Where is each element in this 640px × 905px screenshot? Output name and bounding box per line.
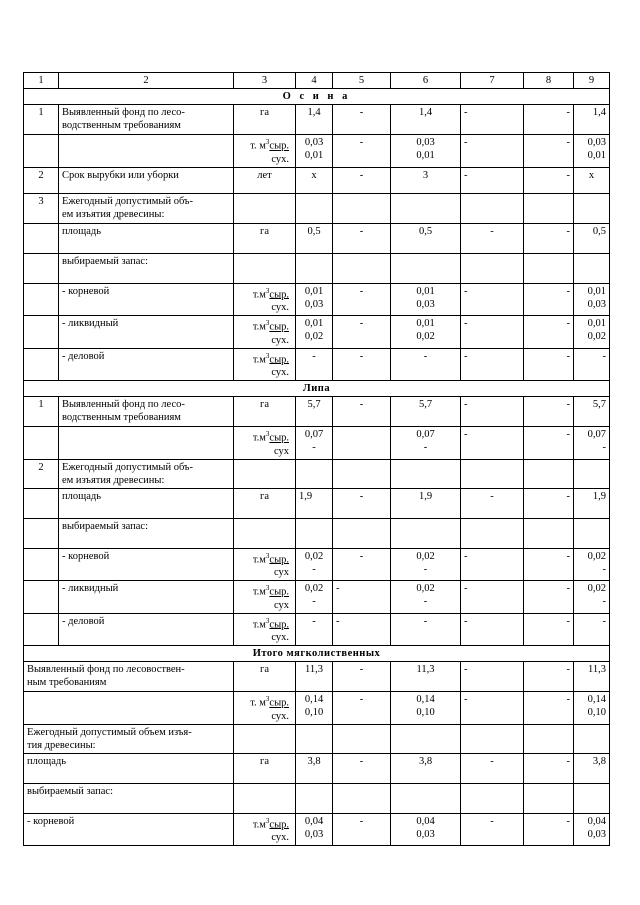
row-label: - ликвидный	[59, 581, 234, 614]
table-row	[24, 253, 610, 283]
table-row	[24, 581, 610, 614]
value-cell: 0,04 0,03	[296, 813, 333, 846]
value-cell: -	[391, 348, 461, 381]
unit-cell: $т.м^3сыр$. сух	[234, 427, 296, 460]
value-cell: 0,02 -	[296, 581, 333, 614]
value-cell: -	[524, 167, 574, 193]
value-cell: -	[574, 348, 610, 381]
col-header-5: 5	[333, 73, 391, 89]
value-cell: -	[333, 348, 391, 381]
value-cell: -	[524, 813, 574, 846]
row-number: 2	[24, 167, 59, 193]
row-label: Срок вырубки или уборки	[59, 167, 234, 193]
unit-cell: га	[234, 223, 296, 253]
value-cell: -	[461, 548, 524, 581]
value-cell: -	[524, 397, 574, 427]
value-cell: -	[333, 105, 391, 135]
value-cell: -	[333, 283, 391, 316]
col-header-6: 6	[391, 73, 461, 89]
value-cell: 0,01 0,03	[574, 283, 610, 316]
value-cell: 0,5	[574, 223, 610, 253]
unit-cell: т. $м^3сыр$. сух.	[234, 692, 296, 725]
value-cell: -	[524, 692, 574, 725]
value-cell: -	[461, 167, 524, 193]
table-row	[24, 488, 610, 518]
value-cell: -	[391, 613, 461, 646]
row-label: - корневой	[24, 813, 234, 846]
row-label: Ежегодный допустимый объ- ем изъятия древесины:	[59, 193, 234, 223]
value-cell: 0,14 0,10	[574, 692, 610, 725]
row-label: Выявленный фонд по лесо- водственным требованиям	[59, 397, 234, 427]
value-cell: 1,4	[574, 105, 610, 135]
value-cell: -	[524, 283, 574, 316]
col-header-4: 4	[296, 73, 333, 89]
table-row	[24, 783, 610, 813]
row-label: - деловой	[59, 348, 234, 381]
row-label: площадь	[59, 223, 234, 253]
table-row	[24, 459, 610, 488]
value-cell: -	[461, 397, 524, 427]
value-cell: 0,07 -	[574, 427, 610, 460]
value-cell: 0,01 0,02	[296, 316, 333, 349]
value-cell: 0,01 0,02	[574, 316, 610, 349]
row-label: - корневой	[59, 548, 234, 581]
value-cell: 11,3	[391, 662, 461, 692]
table-row	[24, 427, 610, 460]
table-row	[24, 135, 610, 168]
value-cell: х	[296, 167, 333, 193]
row-label: - корневой	[59, 283, 234, 316]
value-cell: -	[333, 613, 391, 646]
row-label: - деловой	[59, 613, 234, 646]
table-row	[24, 348, 610, 381]
unit-cell: лет	[234, 167, 296, 193]
value-cell: -	[524, 581, 574, 614]
value-cell: -	[461, 581, 524, 614]
table-row	[24, 753, 610, 783]
section-lipa: Липа	[24, 381, 610, 397]
value-cell: -	[524, 662, 574, 692]
value-cell: 1,9	[574, 488, 610, 518]
value-cell: 0,02 -	[574, 548, 610, 581]
table-row	[24, 167, 610, 193]
value-cell: -	[333, 223, 391, 253]
col-header-8: 8	[524, 73, 574, 89]
row-label: площадь	[24, 753, 234, 783]
value-cell: 3,8	[296, 753, 333, 783]
table-row	[24, 724, 610, 753]
value-cell: 0,01 0,03	[391, 283, 461, 316]
row-label: - ликвидный	[59, 316, 234, 349]
value-cell: -	[524, 105, 574, 135]
row-label: площадь	[59, 488, 234, 518]
row-label: выбираемый запас:	[24, 783, 234, 813]
value-cell: -	[296, 613, 333, 646]
unit-cell: $т.м^3сыр$. сух.	[234, 613, 296, 646]
value-cell: -	[333, 548, 391, 581]
value-cell: -	[461, 813, 524, 846]
unit-cell: га	[234, 488, 296, 518]
value-cell: 0,03 0,01	[391, 135, 461, 168]
value-cell: -	[461, 753, 524, 783]
section-row	[24, 381, 610, 397]
value-cell: 1,4	[391, 105, 461, 135]
value-cell: -	[461, 348, 524, 381]
unit-cell: $т.м^3сыр$. сух.	[234, 316, 296, 349]
value-cell: -	[461, 283, 524, 316]
row-label: выбираемый запас:	[59, 253, 234, 283]
value-cell: -	[524, 223, 574, 253]
col-header-1: 1	[24, 73, 59, 89]
section-itogo: Итого мягколиственных	[24, 646, 610, 662]
value-cell: 0,02 -	[391, 581, 461, 614]
value-cell: -	[296, 348, 333, 381]
value-cell: 11,3	[296, 662, 333, 692]
value-cell: -	[524, 348, 574, 381]
value-cell: 0,03 0,01	[574, 135, 610, 168]
value-cell: -	[461, 427, 524, 460]
unit-cell: $т.м^3сыр$. сух	[234, 548, 296, 581]
row-number: 1	[24, 105, 59, 135]
table-row	[24, 316, 610, 349]
col-header-9: 9	[574, 73, 610, 89]
value-cell: -	[333, 397, 391, 427]
value-cell: -	[524, 427, 574, 460]
value-cell: 0,01 0,03	[296, 283, 333, 316]
row-number: 1	[24, 397, 59, 427]
value-cell: -	[524, 613, 574, 646]
value-cell: 0,5	[296, 223, 333, 253]
value-cell: -	[524, 753, 574, 783]
value-cell: -	[524, 488, 574, 518]
value-cell: -	[461, 613, 524, 646]
value-cell: -	[574, 613, 610, 646]
table-row	[24, 613, 610, 646]
unit-cell: га	[234, 105, 296, 135]
col-header-3: 3	[234, 73, 296, 89]
value-cell: -	[333, 581, 391, 614]
unit-cell: $т.м^3сыр$. сух.	[234, 813, 296, 846]
value-cell: -	[333, 488, 391, 518]
value-cell: 1,9	[391, 488, 461, 518]
value-cell: -	[333, 662, 391, 692]
table-row	[24, 397, 610, 427]
unit-cell: $т.м^3сыр$. сух.	[234, 283, 296, 316]
unit-cell: т. $м^3сыр$. сух.	[234, 135, 296, 168]
value-cell: 1,4	[296, 105, 333, 135]
column-header-row	[24, 73, 610, 89]
value-cell: 0,01 0,02	[391, 316, 461, 349]
value-cell: -	[333, 167, 391, 193]
table-row	[24, 283, 610, 316]
value-cell: -	[333, 753, 391, 783]
value-cell: 0,5	[391, 223, 461, 253]
value-cell: 1,9	[296, 488, 333, 518]
value-cell: 0,02 -	[296, 548, 333, 581]
value-cell: 0,07 -	[391, 427, 461, 460]
section-row	[24, 89, 610, 105]
value-cell: -	[461, 662, 524, 692]
row-label: Ежегодный допустимый объ- ем изъятия древесины:	[59, 459, 234, 488]
table-row	[24, 692, 610, 725]
value-cell: 5,7	[574, 397, 610, 427]
section-osina: О с и н а	[24, 89, 610, 105]
value-cell: 5,7	[296, 397, 333, 427]
value-cell: 3,8	[574, 753, 610, 783]
forest-fund-table	[23, 72, 610, 846]
value-cell: 0,03 0,01	[296, 135, 333, 168]
table-row	[24, 518, 610, 548]
table-row	[24, 813, 610, 846]
unit-cell: $т.м^3сыр$. сух	[234, 581, 296, 614]
value-cell: -	[524, 135, 574, 168]
row-number: 2	[24, 459, 59, 488]
value-cell: -	[524, 316, 574, 349]
value-cell: -	[461, 316, 524, 349]
row-label: выбираемый запас:	[59, 518, 234, 548]
table-row	[24, 548, 610, 581]
value-cell: 0,04 0,03	[391, 813, 461, 846]
value-cell: -	[333, 135, 391, 168]
value-cell: 3	[391, 167, 461, 193]
value-cell: 5,7	[391, 397, 461, 427]
value-cell: -	[461, 692, 524, 725]
value-cell: 0,02 -	[391, 548, 461, 581]
value-cell: х	[574, 167, 610, 193]
col-header-2: 2	[59, 73, 234, 89]
table-row	[24, 662, 610, 692]
row-number: 3	[24, 193, 59, 223]
value-cell: 0,14 0,10	[296, 692, 333, 725]
value-cell: 0,14 0,10	[391, 692, 461, 725]
table-row	[24, 105, 610, 135]
table-row	[24, 193, 610, 223]
value-cell: -	[461, 223, 524, 253]
col-header-7: 7	[461, 73, 524, 89]
value-cell: -	[461, 105, 524, 135]
unit-cell: га	[234, 397, 296, 427]
value-cell: -	[333, 692, 391, 725]
row-label: Выявленный фонд по лесовоствен- ным требованиям	[24, 662, 234, 692]
value-cell: 11,3	[574, 662, 610, 692]
row-label: Ежегодный допустимый объем изъя- тия древесины:	[24, 724, 234, 753]
value-cell: 3,8	[391, 753, 461, 783]
unit-cell: га	[234, 662, 296, 692]
unit-cell: $т.м^3сыр$. сух.	[234, 348, 296, 381]
value-cell: 0,02 -	[574, 581, 610, 614]
value-cell: -	[461, 488, 524, 518]
section-row	[24, 646, 610, 662]
table-row	[24, 223, 610, 253]
value-cell: 0,07 -	[296, 427, 333, 460]
row-label: Выявленный фонд по лесо- водственным требованиям	[59, 105, 234, 135]
unit-cell: га	[234, 753, 296, 783]
value-cell: -	[333, 813, 391, 846]
value-cell: -	[333, 316, 391, 349]
value-cell: -	[524, 548, 574, 581]
value-cell: -	[461, 135, 524, 168]
value-cell: 0,04 0,03	[574, 813, 610, 846]
